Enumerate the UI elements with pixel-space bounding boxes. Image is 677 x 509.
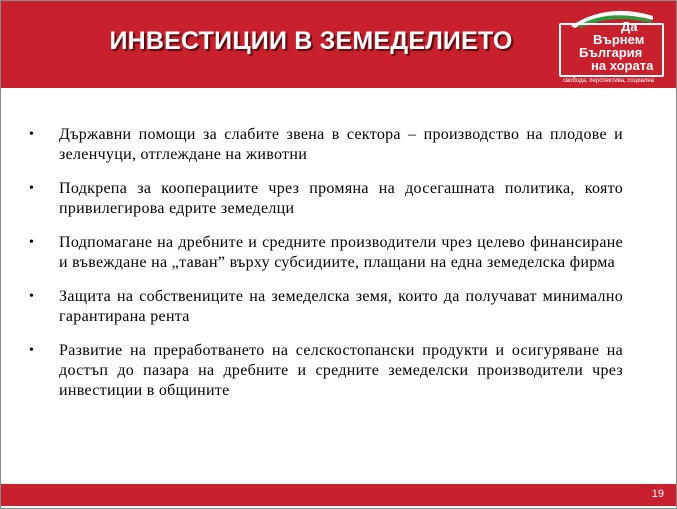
list-item (29, 125, 623, 165)
bullet-text: Подкрепа за кооперациите чрез промяна на досегашната политика, която привилегирова едрите земеделци (59, 180, 623, 217)
bullet-text: Развитие на преработването на селскостопански продукти и осигуряване на достъп до пазара на дребните и средните земеделски производители чрез инвестиции в общините (59, 342, 623, 399)
list-item (29, 287, 623, 327)
bullet-icon: • (29, 181, 35, 196)
slide-title: ИНВЕСТИЦИИ В ЗЕМЕДЕЛИЕТО (109, 27, 513, 55)
bullet-icon: • (29, 235, 35, 250)
bullet-icon: • (29, 127, 35, 142)
bullet-text: Държавни помощи за слабите звена в сектора – производство на плодове и зеленчуци, отглеждане на животни (59, 126, 623, 163)
bullet-text: Подпомагане на дребните и средните производители чрез целево финансиране и въвеждане на „таван” върху субсидиите, плащани на една земеделска фирма (59, 234, 623, 271)
bullet-icon: • (29, 343, 35, 358)
list-item (29, 341, 623, 401)
logo-line-4: на хората (591, 58, 654, 73)
bullet-text: Защита на собствениците на земеделска земя, които да получават минимално гарантирана рента (59, 288, 623, 325)
bullet-icon: • (29, 289, 35, 304)
logo-tagline: свобода, перспектива, социална (563, 78, 655, 84)
logo-line-2: Върнем (593, 32, 645, 47)
logo-line-3: България (579, 45, 643, 60)
logo-line-1: Да (621, 19, 638, 34)
list-item (29, 233, 623, 273)
page-number: 19 (651, 488, 664, 500)
header-banner (1, 1, 676, 88)
bullet-list (29, 125, 623, 415)
footer-bar (1, 484, 676, 506)
list-item (29, 179, 623, 219)
party-logo (549, 1, 667, 88)
